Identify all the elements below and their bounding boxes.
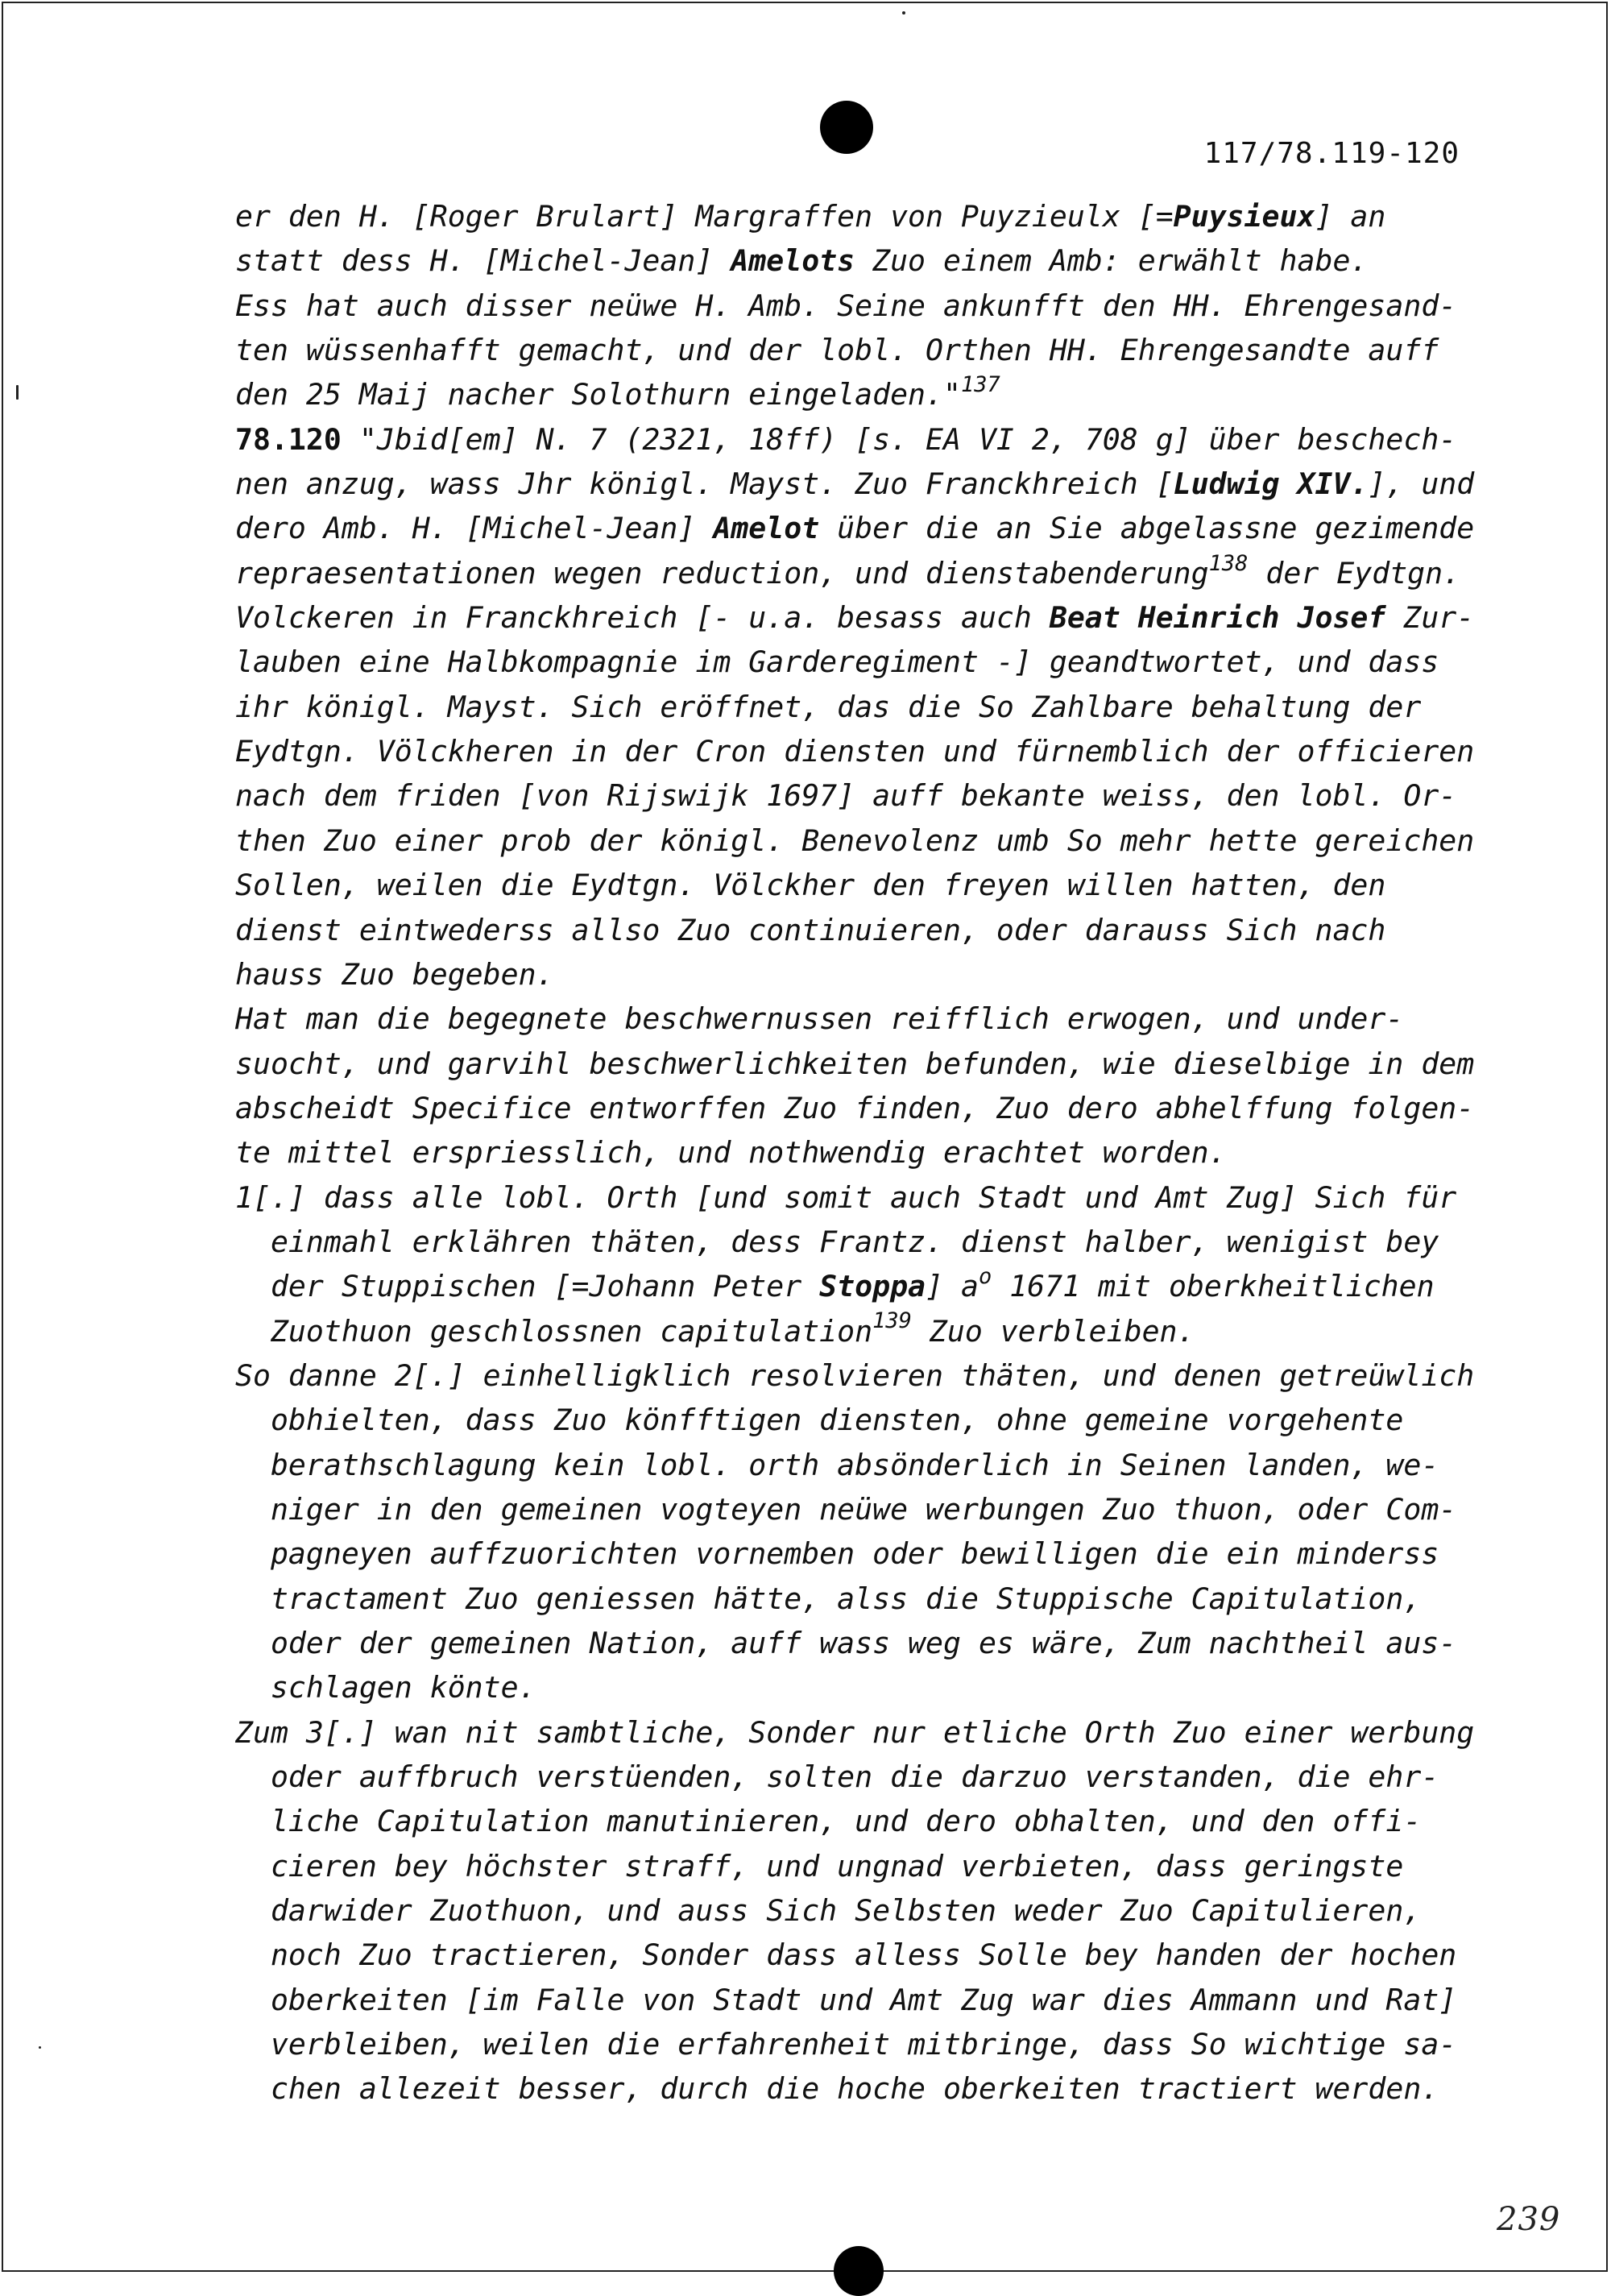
footnote-ref: schlagen könte. [235,1670,536,1705]
text-line [235,952,1476,997]
footnote-ref: dienst eintwederss allso Zuo continuieren, oder darauss Sich nach [235,912,1386,947]
text-line [235,685,1476,729]
text-line [235,1978,1476,2022]
text-line [235,2066,1476,2111]
footnote-ref: pagneyen auffzuorichten vornemben oder bewilligen die ein minderss [235,1536,1439,1572]
document-body [235,194,1476,2112]
footnote-ref: über die an Sie abgelassne gezimende [819,511,1475,546]
footnote-ref: Zuo verbleiben. [911,1313,1195,1349]
text-line [235,1086,1476,1130]
scan-speck [16,385,19,400]
text-line [235,1799,1476,1843]
footnote-ref: chen allezeit besser, durch die hoche oberkeiten tractiert werden. [235,2071,1439,2107]
text-line [235,1844,1476,1888]
footnote-ref: noch Zuo tractieren, Sonder dass alless Solle bey handen der hochen [235,1938,1457,1973]
footnote-ref: 137 [960,372,1000,398]
footnote-ref: te mittel erspriesslich, und nothwendig erachtet worden. [235,1135,1227,1171]
page-reference: 117/78.119-120 [1203,137,1460,170]
text-line [235,551,1476,595]
text-line [235,640,1476,684]
footnote-ref: einmahl erklähren thäten, dess Frantz. dienst halber, wenigist bey [235,1224,1439,1259]
footnote-ref: ], und [1368,466,1475,502]
text-line [235,1309,1476,1353]
text-line [235,1577,1476,1621]
footnote-ref: o [978,1264,992,1290]
footnote-ref: 139 [872,1308,912,1334]
text-line [235,238,1476,283]
text-line [235,328,1476,372]
footnote-ref: oder der gemeinen Nation, auff wass weg es wäre, Zum nachtheil aus- [235,1626,1457,1660]
footnote-ref: der Eydtgn. [1248,555,1461,591]
footnote-ref: nach dem friden [von Rijswijk 1697] auff bekante weiss, den lobl. Or- [235,778,1457,814]
footnote-ref: verbleiben, weilen die erfahrenheit mitbringe, dass So wichtige sa- [235,2027,1457,2062]
text-line [235,1353,1476,1398]
footnote-ref: suocht, und garvihl beschwerlichkeiten befunden, wie dieselbige in dem [235,1046,1475,1081]
footnote-ref: 1671 mit oberkheitlichen [992,1269,1435,1304]
text-line [235,1398,1476,1442]
text-line [235,1531,1476,1576]
footnote-ref: Zur- [1385,600,1475,636]
text-line [235,1933,1476,1977]
text-line [235,1888,1476,1933]
footnote-ref: Volckeren in Franckhreich [- u.a. besass auch [235,600,1050,636]
handwritten-page-number: 239 [1497,2201,1561,2238]
text-line [235,1042,1476,1086]
footnote-ref: Hat man die begegnete beschwernussen reifflich erwogen, und under- [235,1001,1404,1037]
text-line [235,1130,1476,1175]
text-segment: Stoppa [819,1269,926,1304]
text-line [235,2022,1476,2066]
footnote-ref: Zuo einem Amb: erwählt habe. [855,243,1369,279]
footnote-ref: 1[.] dass alle lobl. Orth [und somit auch Stadt und Amt Zug] Sich für [235,1179,1457,1215]
text-line [235,1220,1476,1264]
text-line [235,1621,1476,1665]
text-line [235,194,1476,238]
footnote-ref: Eydtgn. Völckheren in der Cron diensten und fürnemblich der officieren [235,734,1475,769]
footnote-ref: abscheidt Specifice entworffen Zuo finden, Zuo dero abhelffung folgen- [235,1090,1475,1125]
footnote-ref: then Zuo einer prob der königl. Benevolenz umb So mehr hette gereichen [235,823,1475,858]
footnote-ref: obhielten, dass Zuo könfftigen diensten, ohne gemeine vorgehente [235,1403,1404,1438]
text-segment: 78.120 [235,421,342,457]
footnote-ref: Zum 3[.] wan nit sambtliche, Sonder nur etliche Orth Zuo einer werbung [235,1714,1475,1750]
text-segment: Amelot [713,511,820,546]
footnote-ref: ] an [1315,199,1386,234]
text-line [235,1665,1476,1710]
footnote-ref: dero Amb. H. [Michel-Jean] [235,511,714,546]
footnote-ref: nen anzug, wass Jhr königl. Mayst. Zuo Franckhreich [ [235,466,1174,502]
text-line [235,773,1476,818]
text-line [235,1443,1476,1487]
scan-speck [902,11,905,15]
footnote-ref: So danne 2[.] einhelligklich resolvieren thäten, und denen getreüwlich [235,1357,1475,1393]
footnote-ref: lauben eine Halbkompagnie im Garderegiment -] geandtwortet, und dass [235,644,1439,680]
footnote-ref: niger in den gemeinen vogteyen neüwe werbungen Zuo thuon, oder Com- [235,1491,1457,1527]
footnote-ref: berathschlagung kein lobl. orth absönderlich in Seinen landen, we- [235,1447,1439,1482]
punch-hole-bottom [834,2246,884,2296]
text-segment: Beat Heinrich Josef [1049,600,1386,636]
text-line [235,729,1476,773]
footnote-ref: cieren bey höchster straff, und ungnad verbieten, dass geringste [235,1848,1404,1884]
text-line [235,417,1476,462]
footnote-ref: liche Capitulation manutinieren, und dero obhalten, und den offi- [235,1804,1422,1839]
footnote-ref: den 25 Maij nacher Solothurn eingeladen." [235,377,961,412]
text-line [235,819,1476,863]
scan-speck [39,2046,41,2049]
footnote-ref: Zuothuon geschlossnen capitulation [235,1313,873,1349]
text-line [235,1755,1476,1799]
footnote-ref: ] a [926,1269,979,1304]
text-line [235,506,1476,550]
text-line [235,372,1476,417]
footnote-ref: oberkeiten [im Falle von Stadt und Amt Zug war dies Ammann und Rat] [235,1982,1457,2017]
footnote-ref: Ess hat auch disser neüwe H. Amb. Seine ankunfft den HH. Ehrengesand- [235,288,1457,323]
footnote-ref: oder auffbruch verstüenden, solten die darzuo verstanden, die ehr- [235,1759,1439,1795]
text-line [235,1264,1476,1308]
text-line [235,997,1476,1041]
text-line [235,1710,1476,1755]
text-segment: Amelots [731,243,855,279]
text-segment: Puysieux [1173,199,1315,234]
text-segment: Ludwig XIV. [1173,466,1369,502]
footnote-ref: statt dess H. [Michel-Jean] [235,243,731,279]
footnote-ref: ihr königl. Mayst. Sich eröffnet, das die So Zahlbare behaltung der [235,689,1422,724]
text-line [235,1487,1476,1531]
footnote-ref: "Jbid[em] N. 7 (2321, 18ff) [s. EA VI 2, 708 g] über beschech- [341,421,1457,457]
text-line [235,462,1476,506]
punch-hole-top [820,101,873,154]
footnote-ref: darwider Zuothuon, und auss Sich Selbsten weder Zuo Capitulieren, [235,1893,1422,1929]
footnote-ref: Sollen, weilen die Eydtgn. Völckher den freyen willen hatten, den [235,868,1386,903]
text-line [235,863,1476,907]
footnote-ref: er den H. [Roger Brulart] Margraffen von Puyzieulx [= [235,199,1174,234]
footnote-ref: tractament Zuo geniessen hätte, alss die Stuppische Capitulation, [235,1581,1422,1616]
text-line [235,908,1476,952]
text-line [235,1175,1476,1220]
footnote-ref: der Stuppischen [=Johann Peter [235,1269,820,1304]
footnote-ref: ten wüssenhafft gemacht, und der lobl. Orthen HH. Ehrengesandte auff [235,333,1439,368]
footnote-ref: 138 [1208,550,1249,576]
footnote-ref: repraesentationen wegen reduction, und dienstabenderung [235,555,1209,591]
footnote-ref: hauss Zuo begeben. [235,956,554,992]
text-line [235,284,1476,328]
text-line [235,595,1476,640]
